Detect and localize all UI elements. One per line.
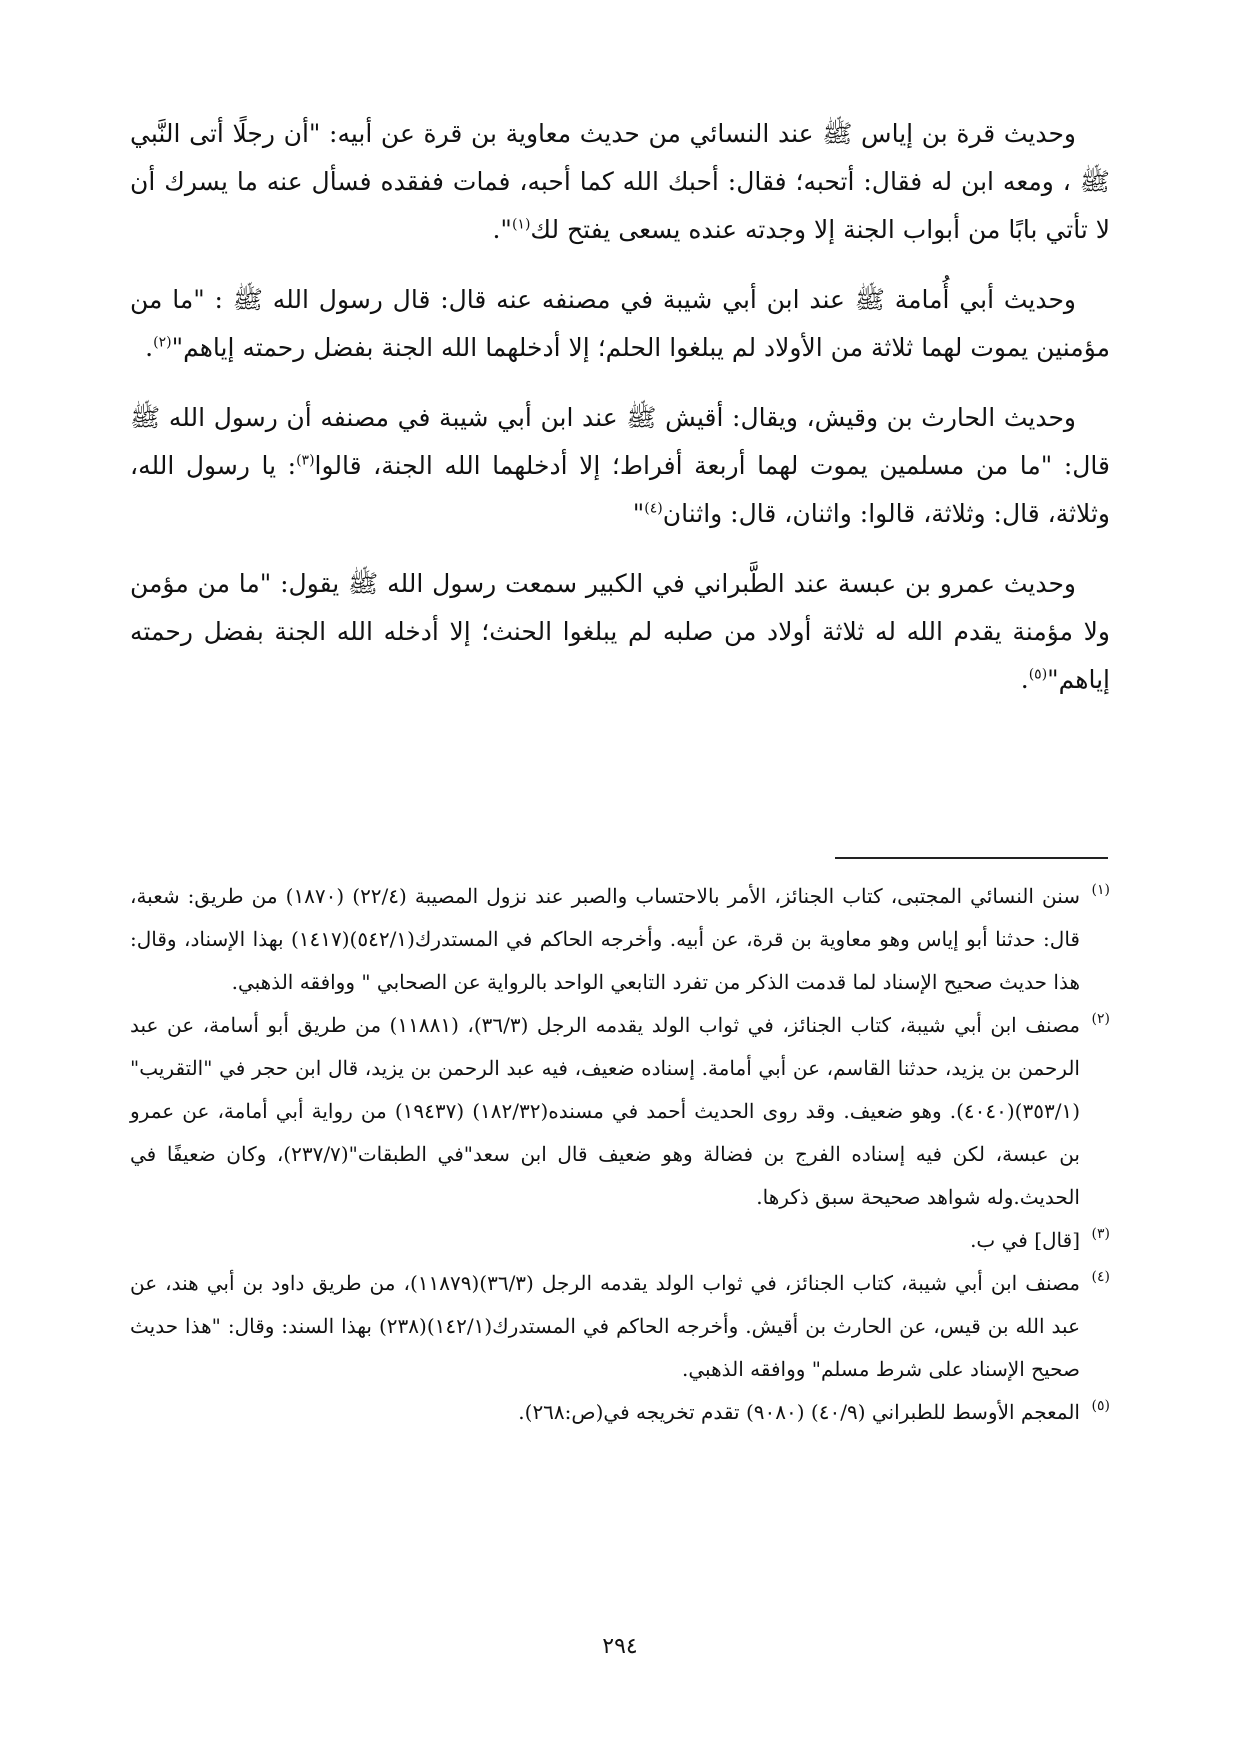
paragraph-2-tail: . [145,333,154,362]
paragraph-3-tail-2: " [632,499,645,528]
paragraph-2-text: وحديث أبي أُمامة ﷺ عند ابن أبي شيبة في مصنفه عنه قال: قال رسول الله ﷺ : "ما من مؤمنين يموت لهما ثلاثة من الأولاد لم يبلغوا الحلم؛ إلا أدخلهما الله الجنة بفضل رحمته إياهم" [130,285,1110,362]
footnote-ref-3: (٣) [296,452,315,469]
footnote-1 [130,875,1110,1004]
footnote-3 [130,1219,1110,1262]
footnote-text: سنن النسائي المجتبى، كتاب الجنائز، الأمر بالاحتساب والصبر عند نزول المصيبة (٢٢/٤) (١٨٧٠) من طريق: شعبة، قال: حدثنا أبو إياس وهو معاوية بن قرة، عن أبيه. وأخرجه الحاكم في المستدرك(٥٤٢/١)(١٤١٧) بهذا الإسناد، وقال: هذا حديث صحيح الإسناد لما قدمت الذكر من تفرد التابعي الواحد بالرواية عن الصحابي " ووافقه الذهبي. [130,884,1081,994]
footnote-2 [130,1004,1110,1219]
paragraph-3 [130,394,1110,538]
paragraph-3-tail: : يا رسول الله، وثلاثة، قال: وثلاثة، قالوا: واثنان، قال: واثنان [130,451,1110,528]
footnote-ref-4: (٤) [644,500,663,517]
footnote-text: مصنف ابن أبي شيبة، كتاب الجنائز، في ثواب الولد يقدمه الرجل (٣٦/٣)(١١٨٧٩)، من طريق داود بن أبي هند، عن عبد الله بن قيس، عن الحارث بن أقيش. وأخرجه الحاكم في المستدرك(١٤٢/١)(٢٣٨) بهذا السند: وقال: "هذا حديث صحيح الإسناد على شرط مسلم" ووافقه الذهبي. [130,1271,1080,1381]
footnote-divider [835,857,1108,859]
paragraph-1-tail: ". [492,215,512,244]
footnote-text: المعجم الأوسط للطبراني (٤٠/٩) (٩٠٨٠) تقدم تخريجه في(ص:٢٦٨). [518,1400,1080,1424]
paragraph-1 [130,110,1110,254]
paragraph-4-text: وحديث عمرو بن عبسة عند الطَّبراني في الكبير سمعت رسول الله ﷺ يقول: "ما من مؤمن ولا مؤمنة يقدم الله له ثلاثة أولاد من صلبه لم يبلغوا الحنث؛ إلا أدخله الله الجنة بفضل رحمته إياهم" [130,569,1110,694]
page-number: ٢٩٤ [602,1634,638,1659]
footnote-text: مصنف ابن أبي شيبة، كتاب الجنائز، في ثواب الولد يقدمه الرجل (٣٦/٣)، (١١٨٨١) من طريق أبو أسامة، عن عبد الرحمن بن يزيد، حدثنا القاسم، عن أبي أمامة. إسناده ضعيف، فيه عبد الرحمن بن يزيد، قال ابن حجر في "التقريب"(٣٥٣/١)(٤٠٤٠). وهو ضعيف. وقد روى الحديث أحمد في مسنده(١٨٢/٣٢) (١٩٤٣٧) من رواية أبي أمامة، عن عمرو بن عبسة، لكن فيه إسناده الفرج بن فضالة وهو ضعيف قال ابن سعد"في الطبقات"(٢٣٧/٧)، وكان ضعيفًا في الحديث.وله شواهد صحيحة سبق ذكرها. [130,1013,1081,1209]
footnote-ref-5: (٥) [1028,666,1048,683]
footnote-number: (٢) [1091,1011,1110,1027]
footnote-number: (٥) [1091,1398,1110,1414]
footnote-5 [130,1391,1110,1434]
paragraph-2 [130,276,1110,372]
footnote-ref-1: (١) [511,216,531,233]
footnote-4 [130,1262,1110,1391]
footnote-number: (١) [1091,882,1110,898]
paragraph-4-tail: . [1020,665,1029,694]
paragraph-3-text: وحديث الحارث بن وقيش، ويقال: أقيش ﷺ عند ابن أبي شيبة في مصنفه أن رسول الله ﷺ قال: "ما من مسلمين يموت لهما أربعة أفراط؛ إلا أدخلهما الله الجنة، قالوا [130,403,1111,480]
footnote-ref-2: (٢) [153,334,172,351]
footnote-text: [قال] في ب. [970,1228,1080,1252]
paragraph-4 [130,560,1110,704]
footnote-number: (٤) [1091,1269,1110,1285]
footnotes [130,875,1110,1434]
footnote-number: (٣) [1091,1226,1110,1242]
paragraph-1-text: وحديث قرة بن إياس ﷺ عند النسائي من حديث معاوية بن قرة عن أبيه: "أن رجلًا أتى النَّبي ﷺ ، ومعه ابن له فقال: أتحبه؛ فقال: أحبك الله كما أحبه، فمات ففقده فسأل عنه ما يسرك أن لا تأتي بابًا من أبواب الجنة إلا وجدته عنده يسعى يفتح لك [130,119,1110,244]
main-text [130,110,1110,726]
